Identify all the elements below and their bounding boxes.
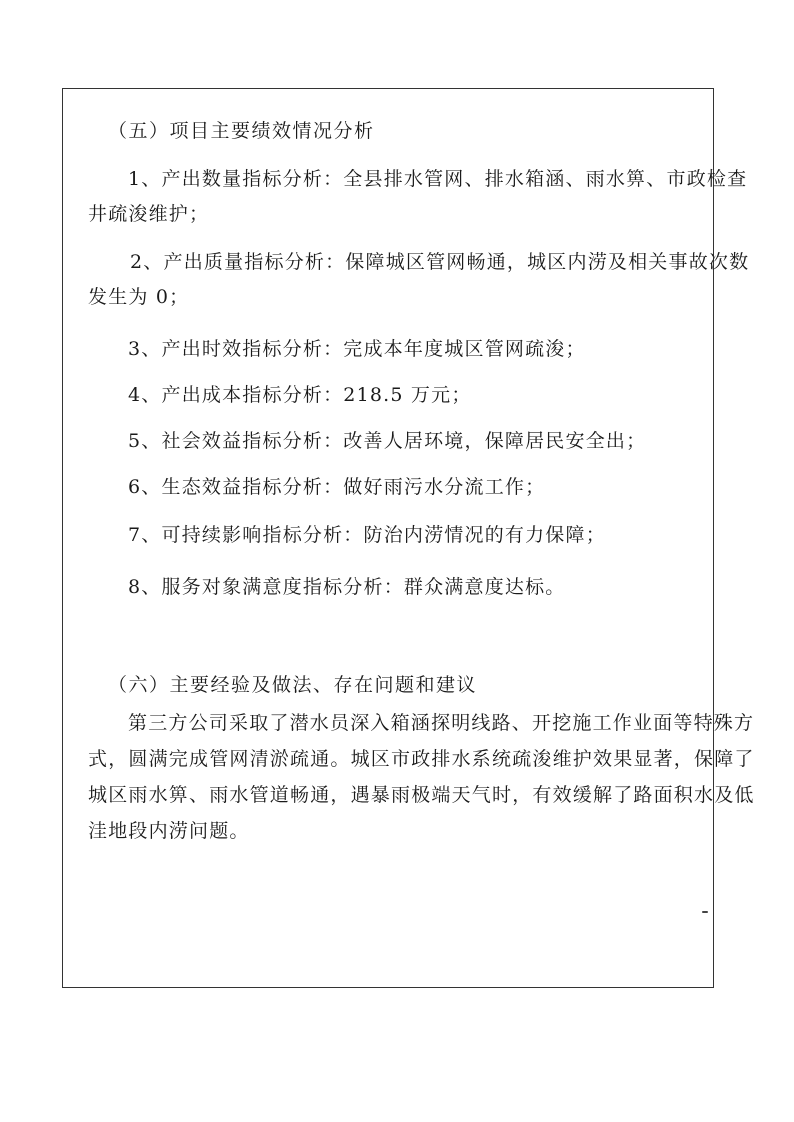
item-6: 6、生态效益指标分析：做好雨污水分流工作； xyxy=(128,476,546,498)
item-3: 3、产出时效指标分析：完成本年度城区管网疏浚； xyxy=(128,338,586,360)
paragraph-line-3: 城区雨水箅、雨水管道畅通，遇暴雨极端天气时，有效缓解了路面积水及低 xyxy=(88,784,755,806)
item-7: 7、可持续影响指标分析：防治内涝情况的有力保障； xyxy=(128,524,606,546)
scan-speck xyxy=(702,911,708,913)
item-1-line-2: 井疏浚维护； xyxy=(88,203,210,225)
item-2-line-2: 发生为 0； xyxy=(88,286,190,308)
paragraph-line-2: 式，圆满完成管网清淤疏通。城区市政排水系统疏浚维护效果显著，保障了 xyxy=(88,748,755,770)
item-5: 5、社会效益指标分析：改善人居环境，保障居民安全出； xyxy=(128,430,647,452)
item-2-line-1: 2、产出质量指标分析：保障城区管网畅通，城区内涝及相关事故次数 xyxy=(130,251,750,273)
paragraph-line-1: 第三方公司采取了潜水员深入箱涵探明线路、开挖施工作业面等特殊方 xyxy=(128,712,755,734)
section-5-heading: （五）项目主要绩效情况分析 xyxy=(108,120,375,142)
paragraph-line-4: 洼地段内涝问题。 xyxy=(88,820,250,842)
section-6-heading: （六）主要经验及做法、存在问题和建议 xyxy=(108,674,478,696)
item-4: 4、产出成本指标分析：218.5 万元； xyxy=(128,384,472,406)
item-1-line-1: 1、产出数量指标分析：全县排水管网、排水箱涵、雨水箅、市政检查 xyxy=(128,168,748,190)
item-8: 8、服务对象满意度指标分析：群众满意度达标。 xyxy=(128,576,566,598)
